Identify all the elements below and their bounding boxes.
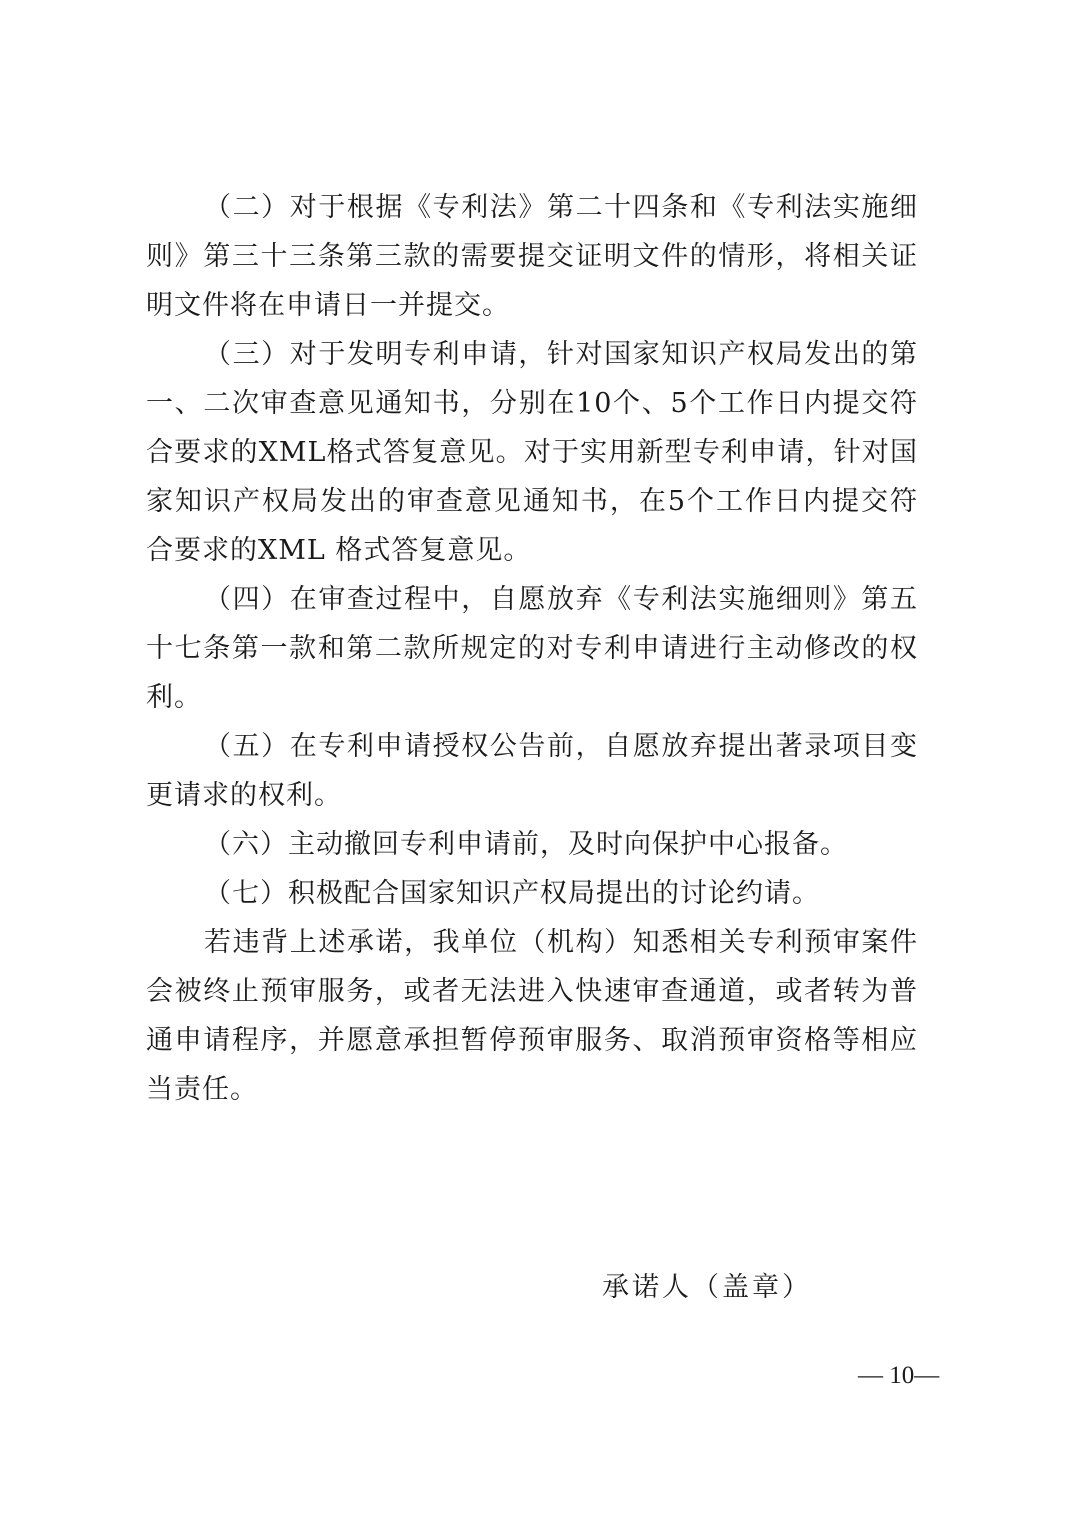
page-number (858, 1356, 939, 1396)
page-number-left-dash: — (858, 1362, 883, 1389)
commitment-body (146, 183, 918, 1114)
signature-line: 承诺人（盖章） (602, 1272, 812, 1303)
violation-clause: 若违背上述承诺，我单位（机构）知悉相关专利预审案件会被终止预审服务，或者无法进入快速审查通道，或者转为普通申请程序，并愿意承担暂停预审服务、取消预审资格等相应当责任。 (146, 927, 918, 1105)
paragraph-item-2: （二）对于根据《专利法》第二十四条和《专利法实施细则》第三十三条第三款的需要提交证明文件的情形，将相关证明文件将在申请日一并提交。 (146, 192, 918, 321)
paragraph-item-7: （七）积极配合国家知识产权局提出的讨论约请。 (204, 878, 820, 909)
paragraph-item-3: （三）对于发明专利申请，针对国家知识产权局发出的第一、二次审查意见通知书，分别在10个、5个工作日内提交符合要求的XML格式答复意见。对于实用新型专利申请，针对国家知识产权局发出的审查意见通知书，在5个工作日内提交符合要求的XML 格式答复意见。 (146, 339, 918, 566)
paragraph-item-4: （四）在审查过程中，自愿放弃《专利法实施细则》第五十七条第一款和第二款所规定的对专利申请进行主动修改的权利。 (146, 584, 918, 713)
paragraph-item-6: （六）主动撤回专利申请前，及时向保护中心报备。 (204, 829, 848, 860)
page-number-value: 10 (889, 1362, 915, 1389)
page-number-right-dash: — (914, 1362, 940, 1389)
paragraph-item-5: （五）在专利申请授权公告前，自愿放弃提出著录项目变更请求的权利。 (146, 731, 918, 811)
